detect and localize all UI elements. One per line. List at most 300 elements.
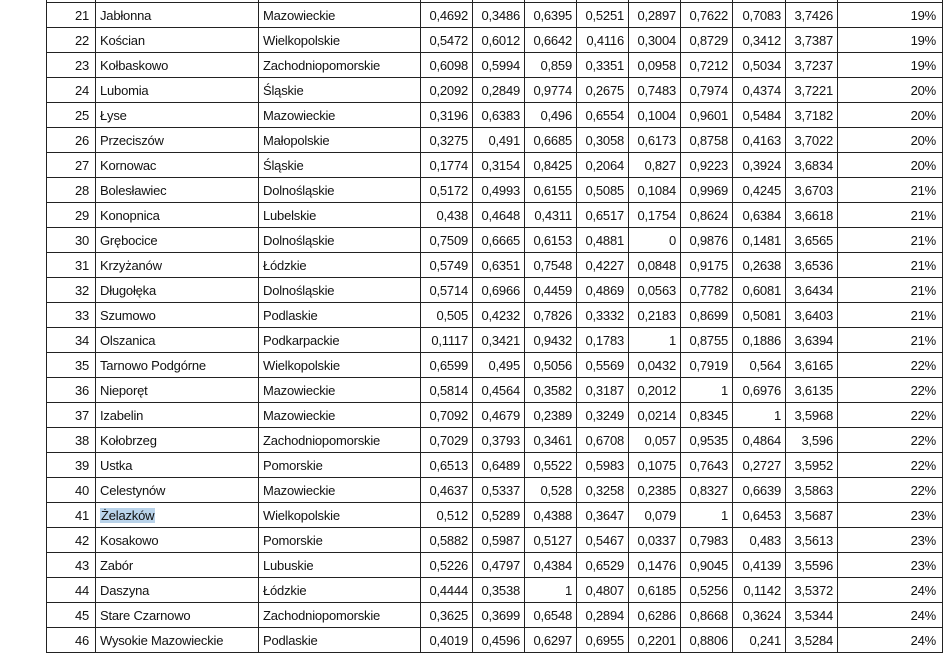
value-cell: 0,5994 (473, 53, 525, 78)
gmina-name-cell (96, 503, 259, 528)
value-cell: 0,7983 (681, 528, 733, 553)
value-cell: 3,5596 (786, 553, 838, 578)
value-cell: 0,1084 (629, 178, 681, 203)
value-cell: 0,6554 (577, 103, 629, 128)
value-cell: 0,5522 (525, 453, 577, 478)
value-cell: 3,6165 (786, 353, 838, 378)
voivodeship-cell: Śląskie (259, 78, 421, 103)
table-row (47, 353, 943, 378)
value-cell: 0,4227 (577, 253, 629, 278)
value-cell: 0,6173 (629, 128, 681, 153)
gmina-name-text[interactable]: Kosakowo (100, 532, 159, 548)
percent-cell: 22% (838, 478, 943, 503)
gmina-name-text[interactable]: Celestynów (100, 482, 166, 498)
value-cell: 0,2675 (577, 78, 629, 103)
value-cell: 0,6185 (629, 578, 681, 603)
gmina-name-text[interactable]: Konopnica (100, 207, 160, 223)
value-cell: 0,5256 (681, 578, 733, 603)
table-row (47, 303, 943, 328)
value-cell: 3,5344 (786, 603, 838, 628)
voivodeship-cell: Wielkopolskie (259, 353, 421, 378)
voivodeship-cell: Dolnośląskie (259, 278, 421, 303)
gmina-name-cell (96, 53, 259, 78)
value-cell: 0,8729 (681, 28, 733, 53)
value-cell: 0,2389 (525, 403, 577, 428)
value-cell: 0,1481 (733, 228, 786, 253)
value-cell: 0,2183 (629, 303, 681, 328)
value-cell: 0,9432 (525, 328, 577, 353)
value-cell: 0,3332 (577, 303, 629, 328)
gmina-name-cell (96, 328, 259, 353)
value-cell: 0,6639 (733, 478, 786, 503)
value-cell: 0,5882 (421, 528, 473, 553)
value-cell: 3,5968 (786, 403, 838, 428)
table-row (47, 3, 943, 28)
table-row (47, 603, 943, 628)
value-cell: 0,3058 (577, 128, 629, 153)
value-cell: 0,3154 (473, 153, 525, 178)
value-cell: 0,7212 (681, 53, 733, 78)
gmina-name-cell (96, 28, 259, 53)
value-cell: 3,6434 (786, 278, 838, 303)
gmina-name-cell (96, 578, 259, 603)
value-cell: 0,5226 (421, 553, 473, 578)
value-cell: 0,6529 (577, 553, 629, 578)
voivodeship-cell: Lubuskie (259, 553, 421, 578)
percent-cell: 23% (838, 503, 943, 528)
value-cell: 0,495 (473, 353, 525, 378)
value-cell: 0,5484 (733, 103, 786, 128)
value-cell: 0,8755 (681, 328, 733, 353)
row-number-cell: 37 (47, 403, 96, 428)
table-row (47, 128, 943, 153)
gmina-name-text[interactable]: Kołobrzeg (100, 432, 157, 448)
value-cell: 0,9175 (681, 253, 733, 278)
percent-cell: 23% (838, 553, 943, 578)
voivodeship-cell: Łódzkie (259, 253, 421, 278)
percent-cell: 21% (838, 228, 943, 253)
value-cell: 0,4459 (525, 278, 577, 303)
value-cell: 0,5056 (525, 353, 577, 378)
row-number-cell: 32 (47, 278, 96, 303)
value-cell: 0,491 (473, 128, 525, 153)
value-cell: 0,3624 (733, 603, 786, 628)
row-number-cell: 38 (47, 428, 96, 453)
gmina-name-text[interactable]: Nieporęt (100, 382, 148, 398)
value-cell: 0,5289 (473, 503, 525, 528)
gmina-name-cell (96, 453, 259, 478)
voivodeship-cell: Pomorskie (259, 528, 421, 553)
value-cell: 0,2064 (577, 153, 629, 178)
value-cell: 1 (681, 503, 733, 528)
voivodeship-cell: Mazowieckie (259, 3, 421, 28)
gmina-name-text[interactable]: Tarnowo Podgórne (100, 357, 206, 373)
value-cell: 0,4564 (473, 378, 525, 403)
percent-cell: 20% (838, 153, 943, 178)
value-cell: 0,5569 (577, 353, 629, 378)
voivodeship-cell: Mazowieckie (259, 378, 421, 403)
table-row (47, 503, 943, 528)
value-cell: 0,7974 (681, 78, 733, 103)
value-cell: 1 (525, 578, 577, 603)
percent-cell: 24% (838, 603, 943, 628)
value-cell: 0,7083 (733, 3, 786, 28)
value-cell: 0,0848 (629, 253, 681, 278)
value-cell: 0,2897 (629, 3, 681, 28)
value-cell: 0,6955 (577, 628, 629, 653)
voivodeship-cell: Dolnośląskie (259, 228, 421, 253)
gmina-name-text[interactable]: Daszyna (100, 582, 150, 598)
value-cell: 0,7643 (681, 453, 733, 478)
gmina-name-cell (96, 253, 259, 278)
gmina-name-text[interactable]: Izabelin (100, 407, 144, 423)
gmina-name-cell (96, 603, 259, 628)
value-cell: 3,7022 (786, 128, 838, 153)
table-row (47, 478, 943, 503)
value-cell: 0,483 (733, 528, 786, 553)
gmina-name-text[interactable]: Stare Czarnowo (100, 607, 191, 623)
value-cell: 0,4993 (473, 178, 525, 203)
value-cell: 3,7387 (786, 28, 838, 53)
percent-cell: 21% (838, 203, 943, 228)
table-row (47, 528, 943, 553)
percent-cell: 19% (838, 3, 943, 28)
value-cell: 0,3196 (421, 103, 473, 128)
value-cell: 0,5251 (577, 3, 629, 28)
table-row (47, 178, 943, 203)
row-number-cell: 34 (47, 328, 96, 353)
value-cell: 0,2385 (629, 478, 681, 503)
voivodeship-cell: Małopolskie (259, 128, 421, 153)
gmina-name-cell (96, 278, 259, 303)
value-cell: 0,7782 (681, 278, 733, 303)
value-cell: 0,6708 (577, 428, 629, 453)
value-cell: 0,0563 (629, 278, 681, 303)
value-cell: 0,2894 (577, 603, 629, 628)
value-cell: 0,4444 (421, 578, 473, 603)
value-cell: 0,2638 (733, 253, 786, 278)
gmina-name-text[interactable]: Przeciszów (100, 132, 164, 148)
value-cell: 0,6153 (525, 228, 577, 253)
value-cell: 0,2727 (733, 453, 786, 478)
value-cell: 0,2849 (473, 78, 525, 103)
table-row (47, 553, 943, 578)
value-cell: 0,2012 (629, 378, 681, 403)
table-row (47, 403, 943, 428)
value-cell: 0,8806 (681, 628, 733, 653)
value-cell: 3,5284 (786, 628, 838, 653)
voivodeship-cell: Zachodniopomorskie (259, 428, 421, 453)
value-cell: 0,9969 (681, 178, 733, 203)
value-cell: 0,3924 (733, 153, 786, 178)
value-cell: 0,4384 (525, 553, 577, 578)
value-cell: 3,7237 (786, 53, 838, 78)
percent-cell: 22% (838, 428, 943, 453)
gmina-name-cell (96, 528, 259, 553)
row-number-cell: 43 (47, 553, 96, 578)
voivodeship-cell: Śląskie (259, 153, 421, 178)
value-cell: 0,3647 (577, 503, 629, 528)
value-cell: 0,5472 (421, 28, 473, 53)
gmina-name-cell (96, 553, 259, 578)
voivodeship-cell: Dolnośląskie (259, 178, 421, 203)
voivodeship-cell: Mazowieckie (259, 403, 421, 428)
value-cell: 0,4648 (473, 203, 525, 228)
percent-cell: 22% (838, 378, 943, 403)
value-cell: 0,5081 (733, 303, 786, 328)
gmina-name-cell (96, 378, 259, 403)
value-cell: 0,4807 (577, 578, 629, 603)
table-row (47, 578, 943, 603)
value-cell: 0,8668 (681, 603, 733, 628)
gmina-name-text[interactable]: Kołbaskowo (100, 57, 169, 73)
value-cell: 0,4679 (473, 403, 525, 428)
value-cell: 0,6517 (577, 203, 629, 228)
value-cell: 0,4637 (421, 478, 473, 503)
gmina-name-cell (96, 478, 259, 503)
row-number-cell: 25 (47, 103, 96, 128)
value-cell: 0,0958 (629, 53, 681, 78)
voivodeship-cell: Lubelskie (259, 203, 421, 228)
value-cell: 0,6642 (525, 28, 577, 53)
value-cell: 0,6489 (473, 453, 525, 478)
value-cell: 0,5987 (473, 528, 525, 553)
value-cell: 0,6383 (473, 103, 525, 128)
percent-cell: 20% (838, 103, 943, 128)
row-number-cell: 45 (47, 603, 96, 628)
value-cell: 3,6135 (786, 378, 838, 403)
value-cell: 0,1476 (629, 553, 681, 578)
row-number-cell: 31 (47, 253, 96, 278)
value-cell: 0,3258 (577, 478, 629, 503)
value-cell: 0,827 (629, 153, 681, 178)
value-cell: 0,4881 (577, 228, 629, 253)
value-cell: 0,7919 (681, 353, 733, 378)
gmina-name-cell (96, 103, 259, 128)
value-cell: 0,7548 (525, 253, 577, 278)
value-cell: 0,3351 (577, 53, 629, 78)
table-row (47, 78, 943, 103)
gmina-name-text[interactable]: Kościan (100, 32, 145, 48)
percent-cell: 19% (838, 28, 943, 53)
gmina-name-text[interactable]: Długołęka (100, 282, 157, 298)
ranking-table (46, 0, 943, 653)
value-cell: 0,4388 (525, 503, 577, 528)
table-row (47, 428, 943, 453)
value-cell: 3,6394 (786, 328, 838, 353)
voivodeship-cell: Pomorskie (259, 453, 421, 478)
voivodeship-cell: Wielkopolskie (259, 28, 421, 53)
value-cell: 0,7622 (681, 3, 733, 28)
table-body (47, 0, 943, 653)
selected-gmina-text[interactable]: Żelazków (101, 507, 155, 523)
gmina-name-cell (96, 203, 259, 228)
value-cell: 0,0214 (629, 403, 681, 428)
value-cell: 0,241 (733, 628, 786, 653)
row-number-cell: 33 (47, 303, 96, 328)
value-cell: 0,6098 (421, 53, 473, 78)
value-cell: 0,4232 (473, 303, 525, 328)
value-cell: 0,5127 (525, 528, 577, 553)
row-number-cell: 42 (47, 528, 96, 553)
value-cell: 0,4245 (733, 178, 786, 203)
value-cell: 0,1075 (629, 453, 681, 478)
percent-cell: 19% (838, 53, 943, 78)
row-number-cell: 28 (47, 178, 96, 203)
voivodeship-cell: Podlaskie (259, 628, 421, 653)
table-row (47, 328, 943, 353)
value-cell: 0,4139 (733, 553, 786, 578)
value-cell: 0,4864 (733, 428, 786, 453)
table-row (47, 153, 943, 178)
value-cell: 0,0337 (629, 528, 681, 553)
table-row (47, 253, 943, 278)
value-cell: 0,8758 (681, 128, 733, 153)
value-cell: 0,0432 (629, 353, 681, 378)
table-row (47, 228, 943, 253)
voivodeship-cell: Zachodniopomorskie (259, 603, 421, 628)
row-number-cell: 39 (47, 453, 96, 478)
voivodeship-cell: Mazowieckie (259, 103, 421, 128)
row-number-cell: 36 (47, 378, 96, 403)
value-cell: 0,528 (525, 478, 577, 503)
row-number-cell: 26 (47, 128, 96, 153)
value-cell: 0,1142 (733, 578, 786, 603)
value-cell: 3,5613 (786, 528, 838, 553)
value-cell: 0,9876 (681, 228, 733, 253)
value-cell: 0,4374 (733, 78, 786, 103)
value-cell: 0,3275 (421, 128, 473, 153)
gmina-name-text[interactable]: Łyse (100, 107, 127, 123)
gmina-name-text[interactable]: Jabłonna (100, 7, 152, 23)
value-cell: 0,3187 (577, 378, 629, 403)
value-cell: 3,6834 (786, 153, 838, 178)
value-cell: 0,4311 (525, 203, 577, 228)
value-cell: 0,6966 (473, 278, 525, 303)
row-number-cell: 21 (47, 3, 96, 28)
value-cell: 0,057 (629, 428, 681, 453)
gmina-name-cell (96, 128, 259, 153)
value-cell: 0,9223 (681, 153, 733, 178)
value-cell: 0,7029 (421, 428, 473, 453)
gmina-name-cell (96, 228, 259, 253)
gmina-name-cell (96, 78, 259, 103)
value-cell: 0,6297 (525, 628, 577, 653)
value-cell: 0,3004 (629, 28, 681, 53)
percent-cell: 21% (838, 328, 943, 353)
gmina-name-text[interactable]: Wysokie Mazowieckie (100, 632, 224, 648)
gmina-name-cell (96, 303, 259, 328)
value-cell: 0,564 (733, 353, 786, 378)
gmina-name-cell (96, 403, 259, 428)
table-row (47, 453, 943, 478)
value-cell: 0,3793 (473, 428, 525, 453)
value-cell: 0,5983 (577, 453, 629, 478)
row-number-cell: 41 (47, 503, 96, 528)
value-cell: 0,3412 (733, 28, 786, 53)
voivodeship-cell: Podlaskie (259, 303, 421, 328)
value-cell: 0,5034 (733, 53, 786, 78)
value-cell: 0,6081 (733, 278, 786, 303)
value-cell: 0,505 (421, 303, 473, 328)
value-cell: 3,6536 (786, 253, 838, 278)
value-cell: 0,3461 (525, 428, 577, 453)
value-cell: 0,079 (629, 503, 681, 528)
gmina-name-text[interactable]: Bolesławiec (100, 182, 167, 198)
value-cell: 0,2092 (421, 78, 473, 103)
value-cell: 3,7221 (786, 78, 838, 103)
value-cell: 0,4797 (473, 553, 525, 578)
value-cell: 0,6599 (421, 353, 473, 378)
value-cell: 1 (681, 378, 733, 403)
gmina-name-text[interactable]: Lubomia (100, 82, 149, 98)
value-cell: 0,6976 (733, 378, 786, 403)
percent-cell: 22% (838, 403, 943, 428)
table-row (47, 53, 943, 78)
value-cell: 0,1004 (629, 103, 681, 128)
percent-cell: 21% (838, 303, 943, 328)
voivodeship-cell: Zachodniopomorskie (259, 53, 421, 78)
value-cell: 3,7426 (786, 3, 838, 28)
value-cell: 0,1754 (629, 203, 681, 228)
table-row (47, 628, 943, 653)
value-cell: 0,3249 (577, 403, 629, 428)
value-cell: 0,9601 (681, 103, 733, 128)
voivodeship-cell: Wielkopolskie (259, 503, 421, 528)
table-row (47, 378, 943, 403)
gmina-name-text[interactable]: Olszanica (100, 332, 156, 348)
gmina-name-text[interactable]: Ustka (100, 457, 133, 473)
value-cell: 0,6665 (473, 228, 525, 253)
value-cell: 0,512 (421, 503, 473, 528)
gmina-name-text[interactable]: Zabór (100, 557, 133, 573)
gmina-name-text[interactable]: Kornowac (100, 157, 157, 173)
value-cell: 0,3538 (473, 578, 525, 603)
percent-cell: 24% (838, 578, 943, 603)
value-cell: 0,859 (525, 53, 577, 78)
percent-cell: 23% (838, 528, 943, 553)
percent-cell: 21% (838, 178, 943, 203)
value-cell: 0,6155 (525, 178, 577, 203)
value-cell: 0,6012 (473, 28, 525, 53)
percent-cell: 20% (838, 78, 943, 103)
value-cell: 3,5372 (786, 578, 838, 603)
voivodeship-cell: Mazowieckie (259, 478, 421, 503)
value-cell: 0,4019 (421, 628, 473, 653)
value-cell: 0,7509 (421, 228, 473, 253)
row-number-cell: 30 (47, 228, 96, 253)
value-cell: 1 (733, 403, 786, 428)
value-cell: 3,6703 (786, 178, 838, 203)
gmina-name-text[interactable]: Szumowo (100, 307, 156, 323)
gmina-name-text[interactable]: Grębocice (100, 232, 158, 248)
value-cell: 0,6286 (629, 603, 681, 628)
value-cell: 0,9774 (525, 78, 577, 103)
value-cell: 0,8699 (681, 303, 733, 328)
value-cell: 3,6565 (786, 228, 838, 253)
gmina-name-text[interactable]: Krzyżanów (100, 257, 162, 273)
value-cell: 3,5952 (786, 453, 838, 478)
value-cell: 0,5085 (577, 178, 629, 203)
row-number-cell: 23 (47, 53, 96, 78)
percent-cell: 21% (838, 253, 943, 278)
value-cell: 0,6384 (733, 203, 786, 228)
table-row (47, 103, 943, 128)
value-cell: 0,8425 (525, 153, 577, 178)
value-cell: 0,8624 (681, 203, 733, 228)
gmina-name-cell (96, 3, 259, 28)
row-number-cell: 46 (47, 628, 96, 653)
